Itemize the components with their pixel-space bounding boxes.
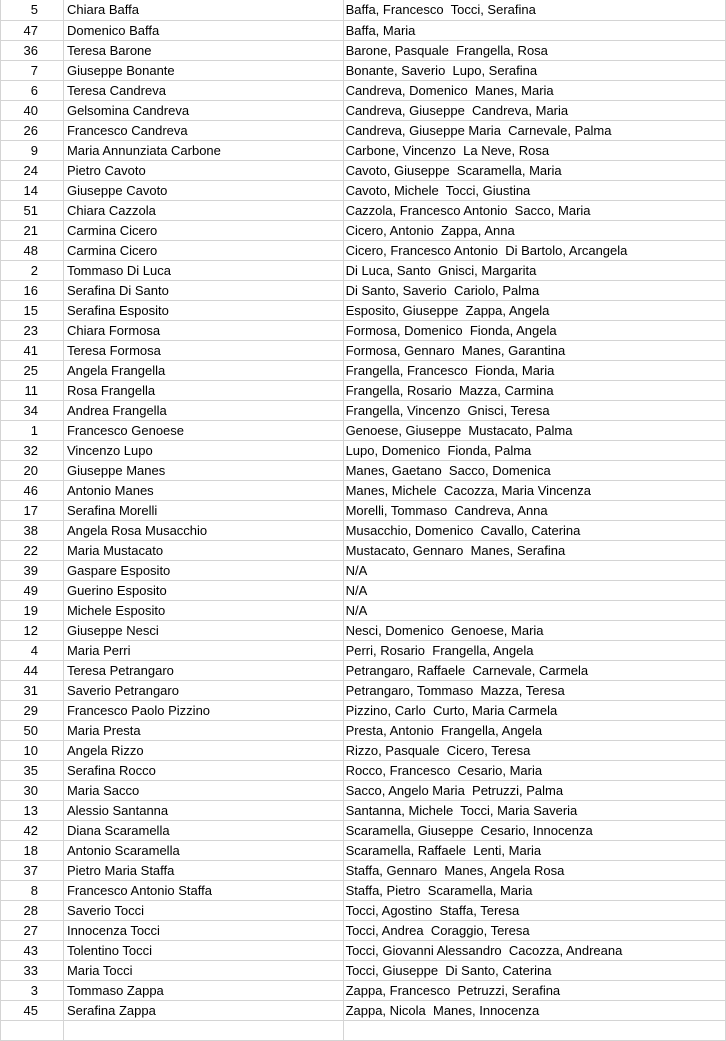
number-cell[interactable]: 49	[1, 581, 64, 600]
table-row[interactable]	[1, 21, 726, 41]
parents-cell[interactable]: Cavoto, Giuseppe Scaramella, Maria	[344, 161, 726, 180]
number-cell[interactable]: 15	[1, 301, 64, 320]
number-cell[interactable]: 29	[1, 701, 64, 720]
table-row[interactable]	[1, 541, 726, 561]
table-row[interactable]	[1, 581, 726, 601]
parents-cell[interactable]: Baffa, Maria	[344, 21, 726, 40]
number-cell[interactable]: 18	[1, 841, 64, 860]
table-row[interactable]	[1, 361, 726, 381]
number-cell[interactable]: 11	[1, 381, 64, 400]
parents-cell[interactable]: Rizzo, Pasquale Cicero, Teresa	[344, 741, 726, 760]
parents-cell[interactable]: Staffa, Gennaro Manes, Angela Rosa	[344, 861, 726, 880]
name-cell[interactable]: Vincenzo Lupo	[64, 441, 344, 460]
parents-cell[interactable]: Barone, Pasquale Frangella, Rosa	[344, 41, 726, 60]
table-row[interactable]	[1, 221, 726, 241]
name-cell[interactable]: Giuseppe Nesci	[64, 621, 344, 640]
name-cell[interactable]: Diana Scaramella	[64, 821, 344, 840]
table-row[interactable]	[1, 761, 726, 781]
parents-cell[interactable]: Esposito, Giuseppe Zappa, Angela	[344, 301, 726, 320]
parents-cell[interactable]: Santanna, Michele Tocci, Maria Saveria	[344, 801, 726, 820]
number-cell[interactable]: 3	[1, 981, 64, 1000]
table-row[interactable]	[1, 561, 726, 581]
number-cell[interactable]: 22	[1, 541, 64, 560]
table-row[interactable]	[1, 81, 726, 101]
number-cell[interactable]: 41	[1, 341, 64, 360]
empty-cell[interactable]	[1, 1021, 64, 1040]
name-cell[interactable]: Maria Perri	[64, 641, 344, 660]
number-cell[interactable]: 14	[1, 181, 64, 200]
number-cell[interactable]: 51	[1, 201, 64, 220]
table-row[interactable]	[1, 821, 726, 841]
number-cell[interactable]: 36	[1, 41, 64, 60]
name-cell[interactable]: Andrea Frangella	[64, 401, 344, 420]
number-cell[interactable]: 30	[1, 781, 64, 800]
parents-cell[interactable]: Frangella, Francesco Fionda, Maria	[344, 361, 726, 380]
name-cell[interactable]: Gelsomina Candreva	[64, 101, 344, 120]
table-row[interactable]	[1, 321, 726, 341]
parents-cell[interactable]: Genoese, Giuseppe Mustacato, Palma	[344, 421, 726, 440]
name-cell[interactable]: Francesco Paolo Pizzino	[64, 701, 344, 720]
parents-cell[interactable]: Di Santo, Saverio Cariolo, Palma	[344, 281, 726, 300]
name-cell[interactable]: Chiara Baffa	[64, 0, 344, 20]
parents-cell[interactable]: Zappa, Nicola Manes, Innocenza	[344, 1001, 726, 1020]
number-cell[interactable]: 37	[1, 861, 64, 880]
table-row[interactable]	[1, 101, 726, 121]
number-cell[interactable]: 10	[1, 741, 64, 760]
name-cell[interactable]: Angela Rizzo	[64, 741, 344, 760]
parents-cell[interactable]: Scaramella, Raffaele Lenti, Maria	[344, 841, 726, 860]
number-cell[interactable]: 12	[1, 621, 64, 640]
parents-cell[interactable]: Staffa, Pietro Scaramella, Maria	[344, 881, 726, 900]
name-cell[interactable]: Serafina Esposito	[64, 301, 344, 320]
name-cell[interactable]: Pietro Maria Staffa	[64, 861, 344, 880]
parents-cell[interactable]: Manes, Michele Cacozza, Maria Vincenza	[344, 481, 726, 500]
name-cell[interactable]: Teresa Formosa	[64, 341, 344, 360]
number-cell[interactable]: 42	[1, 821, 64, 840]
number-cell[interactable]: 48	[1, 241, 64, 260]
parents-cell[interactable]: Cicero, Francesco Antonio Di Bartolo, Arcangela	[344, 241, 726, 260]
number-cell[interactable]: 40	[1, 101, 64, 120]
name-cell[interactable]: Giuseppe Manes	[64, 461, 344, 480]
number-cell[interactable]: 7	[1, 61, 64, 80]
name-cell[interactable]: Giuseppe Cavoto	[64, 181, 344, 200]
number-cell[interactable]: 6	[1, 81, 64, 100]
number-cell[interactable]: 26	[1, 121, 64, 140]
table-row[interactable]	[1, 921, 726, 941]
parents-cell[interactable]: Lupo, Domenico Fionda, Palma	[344, 441, 726, 460]
name-cell[interactable]: Tommaso Di Luca	[64, 261, 344, 280]
parents-cell[interactable]: Tocci, Giuseppe Di Santo, Caterina	[344, 961, 726, 980]
table-row[interactable]	[1, 741, 726, 761]
name-cell[interactable]: Maria Tocci	[64, 961, 344, 980]
parents-cell[interactable]: Sacco, Angelo Maria Petruzzi, Palma	[344, 781, 726, 800]
name-cell[interactable]: Saverio Tocci	[64, 901, 344, 920]
table-row[interactable]	[1, 681, 726, 701]
parents-cell[interactable]: Carbone, Vincenzo La Neve, Rosa	[344, 141, 726, 160]
number-cell[interactable]: 35	[1, 761, 64, 780]
name-cell[interactable]: Francesco Candreva	[64, 121, 344, 140]
parents-cell[interactable]: Formosa, Domenico Fionda, Angela	[344, 321, 726, 340]
name-cell[interactable]: Carmina Cicero	[64, 241, 344, 260]
name-cell[interactable]: Serafina Morelli	[64, 501, 344, 520]
number-cell[interactable]: 45	[1, 1001, 64, 1020]
table-row[interactable]	[1, 0, 726, 21]
number-cell[interactable]: 5	[1, 0, 64, 20]
table-row[interactable]	[1, 501, 726, 521]
name-cell[interactable]: Francesco Antonio Staffa	[64, 881, 344, 900]
name-cell[interactable]: Serafina Rocco	[64, 761, 344, 780]
parents-cell[interactable]: Formosa, Gennaro Manes, Garantina	[344, 341, 726, 360]
table-row[interactable]	[1, 1001, 726, 1021]
table-row[interactable]	[1, 281, 726, 301]
parents-cell[interactable]: Musacchio, Domenico Cavallo, Caterina	[344, 521, 726, 540]
number-cell[interactable]: 23	[1, 321, 64, 340]
table-row[interactable]	[1, 301, 726, 321]
table-row[interactable]	[1, 621, 726, 641]
parents-cell[interactable]: N/A	[344, 581, 726, 600]
parents-cell[interactable]: Zappa, Francesco Petruzzi, Serafina	[344, 981, 726, 1000]
number-cell[interactable]: 25	[1, 361, 64, 380]
table-row[interactable]	[1, 481, 726, 501]
number-cell[interactable]: 2	[1, 261, 64, 280]
table-row[interactable]	[1, 841, 726, 861]
empty-cell[interactable]	[344, 1021, 726, 1040]
table-row[interactable]	[1, 521, 726, 541]
name-cell[interactable]: Teresa Candreva	[64, 81, 344, 100]
name-cell[interactable]: Chiara Cazzola	[64, 201, 344, 220]
number-cell[interactable]: 43	[1, 941, 64, 960]
table-row[interactable]	[1, 641, 726, 661]
parents-cell[interactable]: Candreva, Giuseppe Candreva, Maria	[344, 101, 726, 120]
parents-cell[interactable]: Candreva, Giuseppe Maria Carnevale, Palma	[344, 121, 726, 140]
table-row[interactable]	[1, 41, 726, 61]
parents-cell[interactable]: Bonante, Saverio Lupo, Serafina	[344, 61, 726, 80]
number-cell[interactable]: 1	[1, 421, 64, 440]
parents-cell[interactable]: Rocco, Francesco Cesario, Maria	[344, 761, 726, 780]
name-cell[interactable]: Guerino Esposito	[64, 581, 344, 600]
number-cell[interactable]: 47	[1, 21, 64, 40]
name-cell[interactable]: Gaspare Esposito	[64, 561, 344, 580]
number-cell[interactable]: 33	[1, 961, 64, 980]
name-cell[interactable]: Giuseppe Bonante	[64, 61, 344, 80]
number-cell[interactable]: 27	[1, 921, 64, 940]
name-cell[interactable]: Alessio Santanna	[64, 801, 344, 820]
table-row[interactable]	[1, 421, 726, 441]
name-cell[interactable]: Francesco Genoese	[64, 421, 344, 440]
table-row[interactable]	[1, 261, 726, 281]
name-cell[interactable]: Teresa Barone	[64, 41, 344, 60]
parents-cell[interactable]: Manes, Gaetano Sacco, Domenica	[344, 461, 726, 480]
parents-cell[interactable]: Nesci, Domenico Genoese, Maria	[344, 621, 726, 640]
table-row[interactable]	[1, 161, 726, 181]
parents-cell[interactable]: Baffa, Francesco Tocci, Serafina	[344, 0, 726, 20]
name-cell[interactable]: Rosa Frangella	[64, 381, 344, 400]
table-row[interactable]	[1, 601, 726, 621]
table-row[interactable]	[1, 381, 726, 401]
name-cell[interactable]: Michele Esposito	[64, 601, 344, 620]
number-cell[interactable]: 13	[1, 801, 64, 820]
table-row[interactable]	[1, 881, 726, 901]
table-row[interactable]	[1, 981, 726, 1001]
number-cell[interactable]: 32	[1, 441, 64, 460]
parents-cell[interactable]: Pizzino, Carlo Curto, Maria Carmela	[344, 701, 726, 720]
parents-cell[interactable]: Di Luca, Santo Gnisci, Margarita	[344, 261, 726, 280]
parents-cell[interactable]: Petrangaro, Raffaele Carnevale, Carmela	[344, 661, 726, 680]
parents-cell[interactable]: Presta, Antonio Frangella, Angela	[344, 721, 726, 740]
name-cell[interactable]: Tommaso Zappa	[64, 981, 344, 1000]
name-cell[interactable]: Antonio Manes	[64, 481, 344, 500]
parents-cell[interactable]: Tocci, Agostino Staffa, Teresa	[344, 901, 726, 920]
parents-cell[interactable]: Frangella, Rosario Mazza, Carmina	[344, 381, 726, 400]
parents-cell[interactable]: Mustacato, Gennaro Manes, Serafina	[344, 541, 726, 560]
table-row[interactable]	[1, 901, 726, 921]
number-cell[interactable]: 19	[1, 601, 64, 620]
number-cell[interactable]: 21	[1, 221, 64, 240]
name-cell[interactable]: Teresa Petrangaro	[64, 661, 344, 680]
parents-cell[interactable]: Cavoto, Michele Tocci, Giustina	[344, 181, 726, 200]
empty-row[interactable]	[1, 1021, 726, 1041]
table-row[interactable]	[1, 201, 726, 221]
parents-cell[interactable]: Cazzola, Francesco Antonio Sacco, Maria	[344, 201, 726, 220]
table-row[interactable]	[1, 721, 726, 741]
table-row[interactable]	[1, 961, 726, 981]
number-cell[interactable]: 31	[1, 681, 64, 700]
table-row[interactable]	[1, 441, 726, 461]
name-cell[interactable]: Pietro Cavoto	[64, 161, 344, 180]
parents-cell[interactable]: N/A	[344, 601, 726, 620]
name-cell[interactable]: Saverio Petrangaro	[64, 681, 344, 700]
table-row[interactable]	[1, 781, 726, 801]
number-cell[interactable]: 24	[1, 161, 64, 180]
number-cell[interactable]: 20	[1, 461, 64, 480]
number-cell[interactable]: 9	[1, 141, 64, 160]
parents-cell[interactable]: Candreva, Domenico Manes, Maria	[344, 81, 726, 100]
name-cell[interactable]: Angela Frangella	[64, 361, 344, 380]
name-cell[interactable]: Carmina Cicero	[64, 221, 344, 240]
empty-cell[interactable]	[64, 1021, 344, 1040]
name-cell[interactable]: Chiara Formosa	[64, 321, 344, 340]
name-cell[interactable]: Innocenza Tocci	[64, 921, 344, 940]
parents-cell[interactable]: Scaramella, Giuseppe Cesario, Innocenza	[344, 821, 726, 840]
name-cell[interactable]: Serafina Zappa	[64, 1001, 344, 1020]
table-row[interactable]	[1, 701, 726, 721]
table-row[interactable]	[1, 801, 726, 821]
name-cell[interactable]: Domenico Baffa	[64, 21, 344, 40]
parents-cell[interactable]: Frangella, Vincenzo Gnisci, Teresa	[344, 401, 726, 420]
table-row[interactable]	[1, 61, 726, 81]
table-row[interactable]	[1, 401, 726, 421]
table-row[interactable]	[1, 141, 726, 161]
number-cell[interactable]: 8	[1, 881, 64, 900]
name-cell[interactable]: Maria Mustacato	[64, 541, 344, 560]
table-row[interactable]	[1, 241, 726, 261]
name-cell[interactable]: Tolentino Tocci	[64, 941, 344, 960]
number-cell[interactable]: 17	[1, 501, 64, 520]
table-row[interactable]	[1, 461, 726, 481]
name-cell[interactable]: Antonio Scaramella	[64, 841, 344, 860]
parents-cell[interactable]: Morelli, Tommaso Candreva, Anna	[344, 501, 726, 520]
number-cell[interactable]: 44	[1, 661, 64, 680]
name-cell[interactable]: Maria Sacco	[64, 781, 344, 800]
table-row[interactable]	[1, 121, 726, 141]
table-row[interactable]	[1, 341, 726, 361]
table-row[interactable]	[1, 661, 726, 681]
parents-cell[interactable]: Cicero, Antonio Zappa, Anna	[344, 221, 726, 240]
number-cell[interactable]: 4	[1, 641, 64, 660]
name-cell[interactable]: Angela Rosa Musacchio	[64, 521, 344, 540]
parents-cell[interactable]: Tocci, Andrea Coraggio, Teresa	[344, 921, 726, 940]
table-row[interactable]	[1, 181, 726, 201]
number-cell[interactable]: 46	[1, 481, 64, 500]
number-cell[interactable]: 28	[1, 901, 64, 920]
name-cell[interactable]: Maria Presta	[64, 721, 344, 740]
parents-cell[interactable]: Tocci, Giovanni Alessandro Cacozza, Andreana	[344, 941, 726, 960]
parents-cell[interactable]: Petrangaro, Tommaso Mazza, Teresa	[344, 681, 726, 700]
number-cell[interactable]: 39	[1, 561, 64, 580]
number-cell[interactable]: 34	[1, 401, 64, 420]
name-cell[interactable]: Serafina Di Santo	[64, 281, 344, 300]
name-cell[interactable]: Maria Annunziata Carbone	[64, 141, 344, 160]
table-row[interactable]	[1, 941, 726, 961]
parents-cell[interactable]: N/A	[344, 561, 726, 580]
number-cell[interactable]: 50	[1, 721, 64, 740]
parents-cell[interactable]: Perri, Rosario Frangella, Angela	[344, 641, 726, 660]
number-cell[interactable]: 16	[1, 281, 64, 300]
table-row[interactable]	[1, 861, 726, 881]
number-cell[interactable]: 38	[1, 521, 64, 540]
